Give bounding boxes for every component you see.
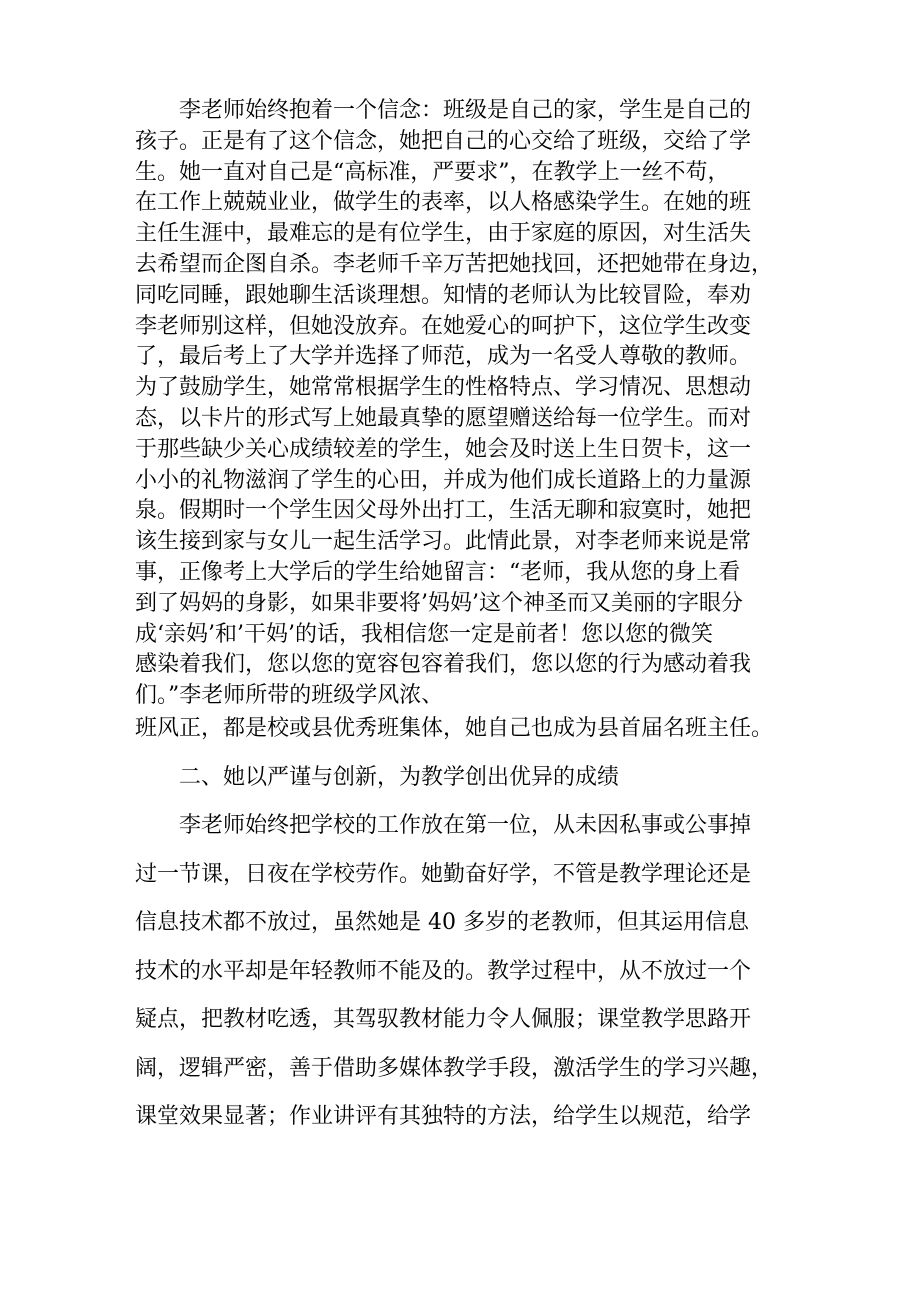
text-line: 到了妈妈的身影，如果非要将’妈妈’这个神圣而又美丽的字眼分 [135,590,743,616]
text-line: 孩子。正是有了这个信念，她把自己的心交给了班级，交给了学 [135,128,752,154]
text-line: 们。”李老师所带的班级学风浓、 [135,683,444,709]
text-line: 班风正，都是校或县优秀班集体，她自己也成为县首届名班主任。 [135,716,774,741]
text-line: 泉。假期时一个学生因父母外出打工，生活无聊和寂寞时，她把 [135,498,752,524]
text-line: 为了鼓励学生，她常常根据学生的性格特点、学习情况、思想动 [135,375,752,401]
text-line: 信息技术都不放过，虽然她是 40 多岁的老教师，但其运用信息 [135,910,749,935]
text-line: 课堂效果显著；作业讲评有其独特的方法，给学生以规范，给学 [135,1104,752,1129]
text-line: 在工作上兢兢业业，做学生的表率，以人格感染学生。在她的班 [135,190,752,216]
text-line: 疑点，把教材吃透，其驾驭教材能力令人佩服；课堂教学思路开 [135,1007,752,1032]
text-line: 成‘亲妈’和’干妈’的话，我相信您一定是前者！您以您的微笑 [135,621,713,647]
text-line: 技术的水平却是年轻教师不能及的。教学过程中，从不放过一个 [135,958,752,984]
text-line: 小小的礼物滋润了学生的心田，并成为他们成长道路上的力量源 [135,467,752,493]
text-line: 二、她以严谨与创新，为教学创出优异的成绩 [135,764,620,790]
text-line: 事，正像考上大学后的学生给她留言：“老师，我从您的身上看 [135,560,741,585]
text-line: 态，以卡片的形式写上她最真挚的愿望赠送给每一位学生。而对 [135,406,752,431]
text-line: 主任生涯中，最难忘的是有位学生，由于家庭的原因，对生活失 [135,221,752,247]
text-line: 该生接到家与女儿一起生活学习。此情此景，对李老师来说是常 [135,529,752,555]
text-line: 李老师别这样，但她没放弃。在她爱心的呵护下，这位学生改变 [135,313,752,339]
text-line: 生。她一直对自己是“高标准，严要求”，在教学上一丝不苟， [135,159,730,185]
text-line: 李老师始终把学校的工作放在第一位，从未因私事或公事掉 [135,813,752,838]
text-line: 感染着我们，您以您的宽容包容着我们，您以您的行为感动着我 [135,652,752,678]
text-line: 于那些缺少关心成绩较差的学生，她会及时送上生日贺卡，这一 [135,436,752,462]
text-line: 同吃同睡，跟她聊生活谈理想。知情的老师认为比较冒险，奉劝 [135,282,752,308]
text-line: 了，最后考上了大学并选择了师范，成为一名受人尊敬的教师。 [135,344,752,370]
text-line: 去希望而企图自杀。李老师千辛万苦把她找回，还把她带在身边， [135,252,774,277]
text-line: 李老师始终抱着一个信念：班级是自己的家，学生是自己的 [135,98,752,123]
text-line: 过一节课，日夜在学校劳作。她勤奋好学，不管是教学理论还是 [135,861,752,887]
text-line: 阔，逻辑严密，善于借助多媒体教学手段，激活学生的学习兴趣， [135,1055,774,1081]
